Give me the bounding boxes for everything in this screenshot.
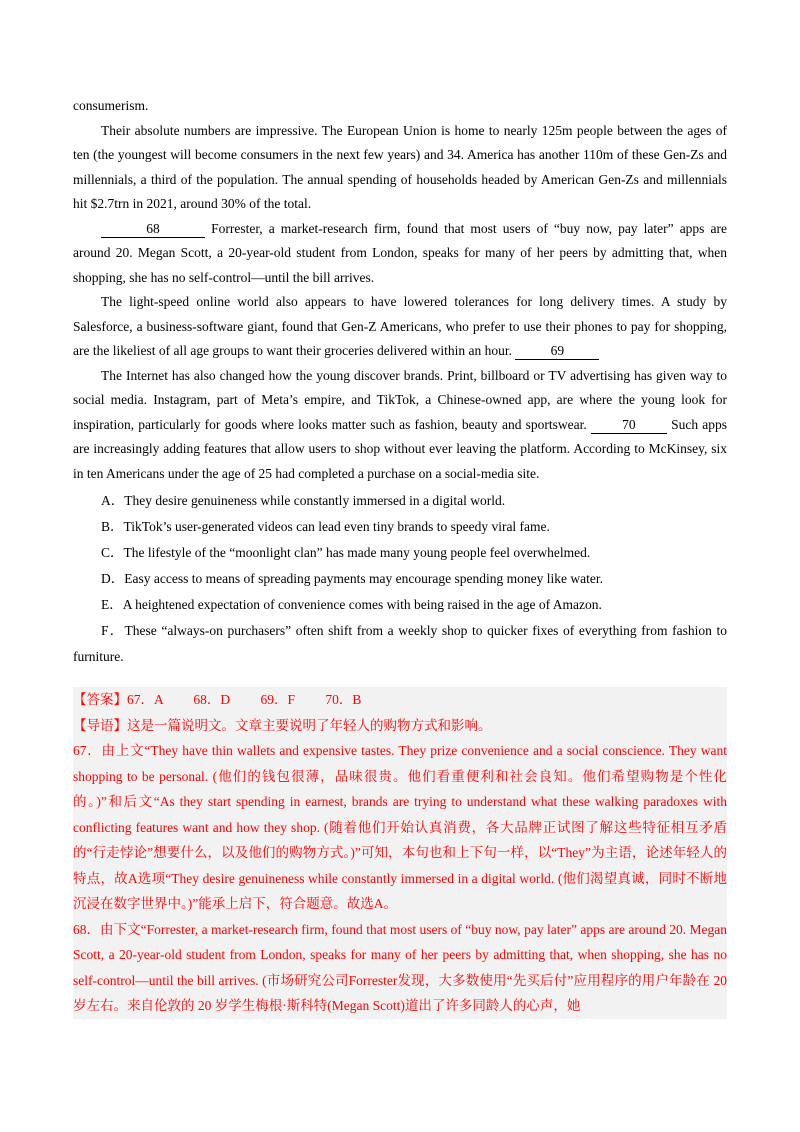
options-list [73, 488, 727, 670]
passage-paragraph-3 [73, 290, 727, 364]
guide-text: 这是一篇说明文。文章主要说明了年轻人的购物方式和影响。 [127, 717, 492, 733]
passage-paragraph-4 [73, 364, 727, 487]
option-b: B．TikTok’s user-generated videos can lead even tiny brands to speedy viral fame. [101, 519, 550, 534]
passage-paragraph-1: Their absolute numbers are impressive. The European Union is home to nearly 125m people between the ages of ten (the youngest will become consumers in the next few years) and 34. America has another 110m of these Gen-Zs and millennials, a third of the population. The annual spending of households headed by American Gen-Zs and millennials hit $2.7trn in 2021, around 30% of the total. [73, 122, 727, 211]
answer-line [73, 687, 727, 713]
option-a: A．They desire genuineness while constantly immersed in a digital world. [101, 493, 506, 508]
blank-69: 69 [515, 343, 599, 360]
passage-paragraph-2 [73, 217, 727, 291]
option-f: F．These “always-on purchasers” often shift from a weekly shop to quicker fixes of everything from fashion to furniture. [73, 623, 727, 664]
passage [73, 94, 727, 670]
option-c: C．The lifestyle of the “moonlight clan” has made many young people feel overwhelmed. [101, 545, 591, 560]
explanation-67: 67．由上文“They have thin wallets and expensive tastes. They prize convenience and a social conscience. They want shopping to be personal. (他们的钱包很薄，品味很贵。他们看重便利和社会良知。他们希望购物是个性化的。)”和后文“As they start spending in earnest, brands are trying to understand what these walking paradoxes with conflicting features want and how they shop. (随着他们开始认真消费，各大品牌正试图了解这些特征相互矛盾的“行走悖论”想要什么，以及他们的购物方式。)”可知，本句也和上下句一样，以“They”为主语，论述年轻人的特点，故A选项“They desire genuineness while constantly immersed in a digital world. (他们渴望真诚，同时不断地沉浸在数字世界中。)”能承上启下，符合题意。故选A。 [73, 743, 727, 911]
passage-paragraph-2-text: Forrester, a market-research firm, found that most users of “buy now, pay later” apps are around 20. Megan Scott, a 20-year-old student from London, speaks for many of her peers by admitting that, when shopping, she has no self-control—until the bill arrives. [73, 220, 727, 285]
option-d: D．Easy access to means of spreading payments may encourage spending money like water. [101, 571, 603, 586]
answer-explanation-block [73, 687, 727, 1019]
passage-paragraph-4b-text: Such apps are increasingly adding features that allow users to shop without ever leaving the platform. According to McKinsey, six in ten Americans under the age of 25 had completed a purchase on a social-media site. [73, 416, 728, 481]
guide-label: 【导语】 [73, 717, 127, 733]
explanation-68: 68．由下文“Forrester, a market-research firm, found that most users of “buy now, pay later” apps are around 20. Megan Scott, a 20-year-old student from London, speaks for many of her peers by admitting that, when shopping, she has no self-control—until the bill arrives. (市场研究公司Forrester发现，大多数使用“先买后付”应用程序的用户年龄在 20 岁左右。来自伦敦的 20 岁学生梅根·斯科特(Megan Scott)道出了许多同龄人的心声，她 [73, 921, 727, 1013]
guide-line [73, 713, 727, 739]
answer-label: 【答案】 [73, 692, 127, 707]
option-e: E．A heightened expectation of convenience comes with being raised in the age of Amazon. [101, 597, 602, 612]
passage-paragraph-4-text: The Internet has also changed how the young discover brands. Print, billboard or TV advertising has given way to social media. Instagram, part of Meta’s empire, and TikTok, a Chinese-owned app, are where the young look for inspiration, particularly for goods where looks matter such as fashion, beauty and sportswear. [73, 367, 727, 432]
answer-text: 67．A 68．D 69．F 70．B [127, 692, 362, 707]
passage-paragraph-0: consumerism. [73, 98, 149, 113]
blank-70: 70 [591, 417, 667, 434]
passage-paragraph-3-text: The light-speed online world also appears to have lowered tolerances for long delivery times. A study by Salesforce, a business-software giant, found that Gen-Z Americans, who prefer to use their phones to pay for shopping, are the likeliest of all age groups to want their groceries delivered within an hour. [73, 294, 727, 358]
blank-68: 68 [101, 221, 205, 238]
